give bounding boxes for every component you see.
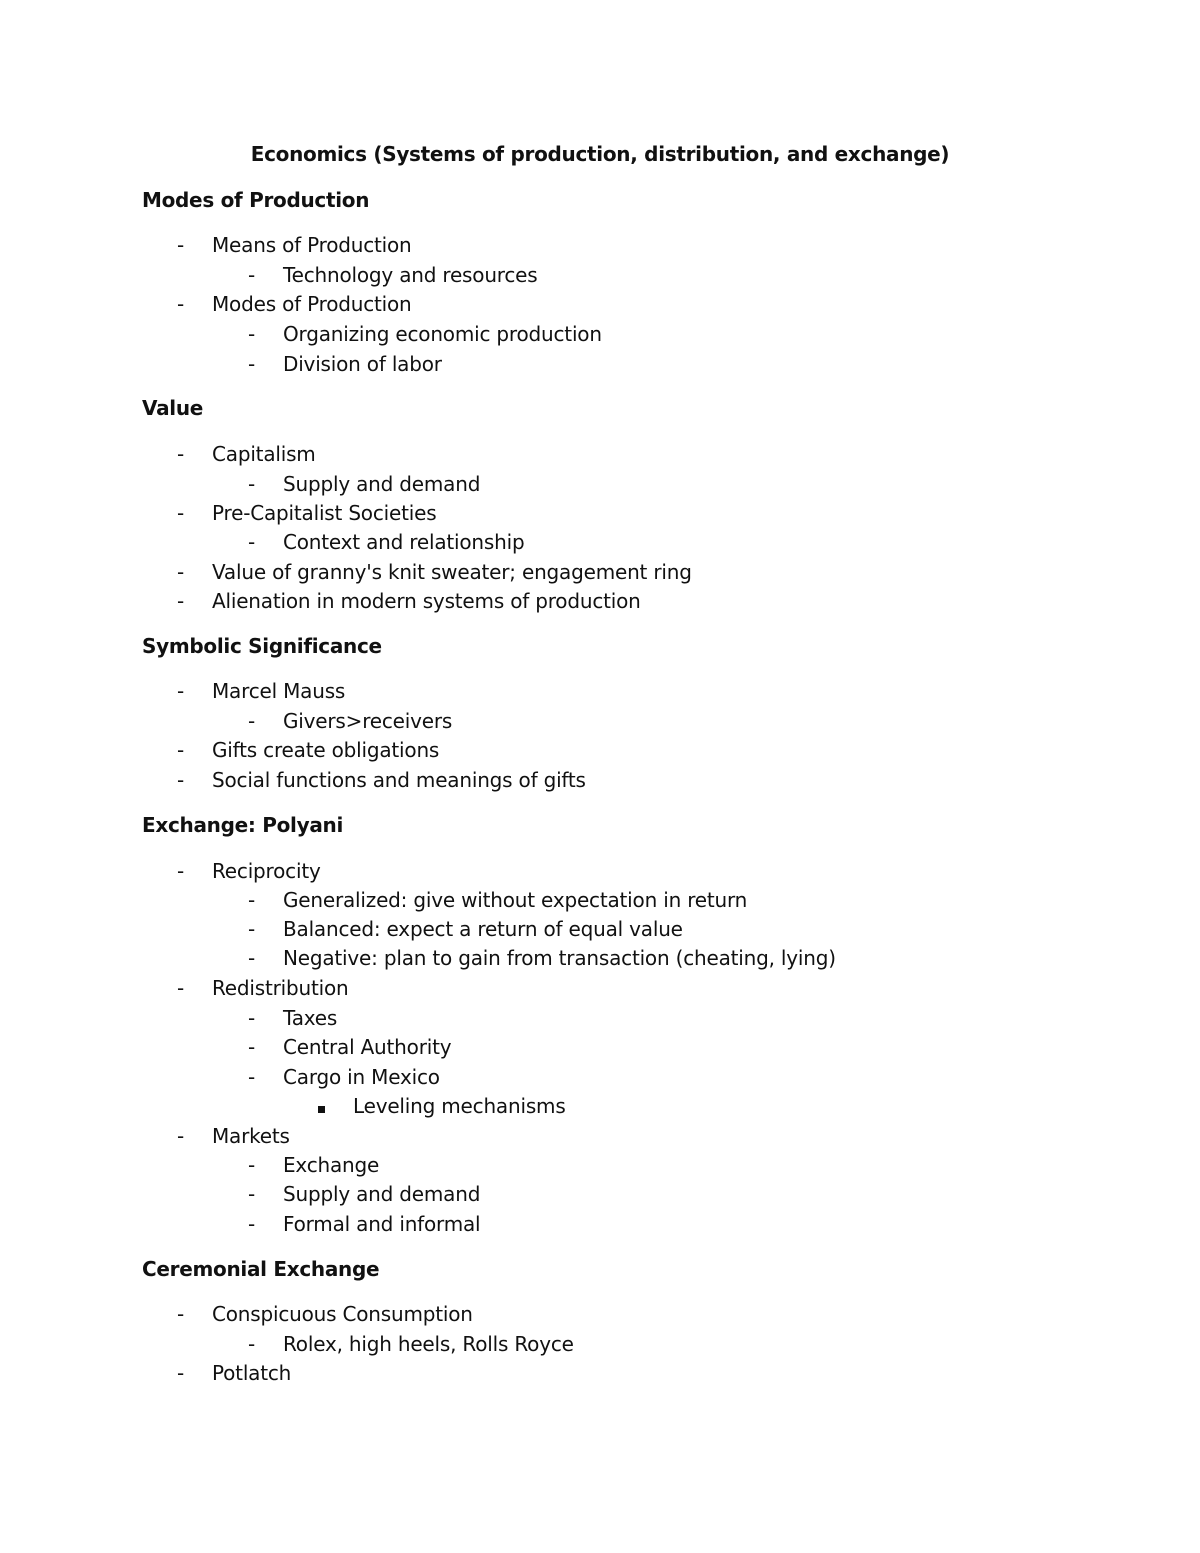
list-item-text: Negative: plan to gain from transaction (cheating, lying) — [283, 946, 836, 970]
list-item-text: Technology and resources — [283, 263, 538, 287]
list-item-text: Social functions and meanings of gifts — [212, 768, 586, 792]
list-item-text: Generalized: give without expectation in return — [283, 888, 748, 912]
list-item-text: Alienation in modern systems of production — [212, 589, 641, 613]
list-item-text: Markets — [212, 1124, 290, 1148]
list-item-text: Redistribution — [212, 976, 349, 1000]
list-item-text: Supply and demand — [283, 472, 481, 496]
list-item-text: Taxes — [283, 1006, 338, 1030]
dash-bullet: - — [248, 709, 256, 733]
section-heading-exchange-polyani: Exchange: Polyani — [142, 813, 344, 837]
list-item-text: Supply and demand — [283, 1182, 481, 1206]
section-heading-ceremonial-exchange: Ceremonial Exchange — [142, 1257, 380, 1281]
section-heading-value: Value — [142, 396, 204, 420]
list-item-text: Division of labor — [283, 352, 442, 376]
list-item-text: Balanced: expect a return of equal value — [283, 917, 683, 941]
dash-bullet: - — [177, 292, 185, 316]
dash-bullet: - — [177, 976, 185, 1000]
dash-bullet: - — [177, 442, 185, 466]
dash-bullet: - — [248, 917, 256, 941]
dash-bullet: - — [248, 888, 256, 912]
list-item-text: Leveling mechanisms — [353, 1094, 566, 1118]
list-item-text: Formal and informal — [283, 1212, 481, 1236]
dash-bullet: - — [177, 1302, 185, 1326]
dash-bullet: - — [248, 352, 256, 376]
list-item-text: Reciprocity — [212, 859, 321, 883]
list-item-text: Potlatch — [212, 1361, 292, 1385]
section-heading-modes-of-production: Modes of Production — [142, 188, 370, 212]
dash-bullet: - — [248, 1332, 256, 1356]
dash-bullet: - — [248, 472, 256, 496]
list-item-text: Gifts create obligations — [212, 738, 440, 762]
list-item-text: Value of granny's knit sweater; engagement ring — [212, 560, 692, 584]
dash-bullet: - — [177, 679, 185, 703]
dash-bullet: - — [248, 322, 256, 346]
dash-bullet: - — [177, 1124, 185, 1148]
dash-bullet: - — [248, 946, 256, 970]
list-item-text: Modes of Production — [212, 292, 412, 316]
dash-bullet: - — [177, 233, 185, 257]
list-item-text: Marcel Mauss — [212, 679, 346, 703]
dash-bullet: - — [248, 1006, 256, 1030]
square-bullet-icon — [318, 1094, 325, 1118]
dash-bullet: - — [177, 859, 185, 883]
dash-bullet: - — [177, 738, 185, 762]
list-item-text: Conspicuous Consumption — [212, 1302, 473, 1326]
dash-bullet: - — [248, 1153, 256, 1177]
dash-bullet: - — [248, 1065, 256, 1089]
list-item-text: Capitalism — [212, 442, 316, 466]
dash-bullet: - — [248, 530, 256, 554]
list-item-text: Organizing economic production — [283, 322, 602, 346]
dash-bullet: - — [248, 1212, 256, 1236]
dash-bullet: - — [177, 501, 185, 525]
list-item-text: Central Authority — [283, 1035, 452, 1059]
dash-bullet: - — [177, 768, 185, 792]
list-item-text: Means of Production — [212, 233, 412, 257]
document-title: Economics (Systems of production, distribution, and exchange) — [250, 142, 950, 166]
list-item-text: Cargo in Mexico — [283, 1065, 440, 1089]
list-item-text: Exchange — [283, 1153, 380, 1177]
dash-bullet: - — [177, 560, 185, 584]
dash-bullet: - — [177, 1361, 185, 1385]
dash-bullet: - — [248, 1182, 256, 1206]
section-heading-symbolic-significance: Symbolic Significance — [142, 634, 382, 658]
list-item-text: Pre-Capitalist Societies — [212, 501, 437, 525]
list-item-text: Givers>receivers — [283, 709, 453, 733]
dash-bullet: - — [248, 1035, 256, 1059]
dash-bullet: - — [248, 263, 256, 287]
list-item-text: Context and relationship — [283, 530, 525, 554]
list-item-text: Rolex, high heels, Rolls Royce — [283, 1332, 574, 1356]
dash-bullet: - — [177, 589, 185, 613]
